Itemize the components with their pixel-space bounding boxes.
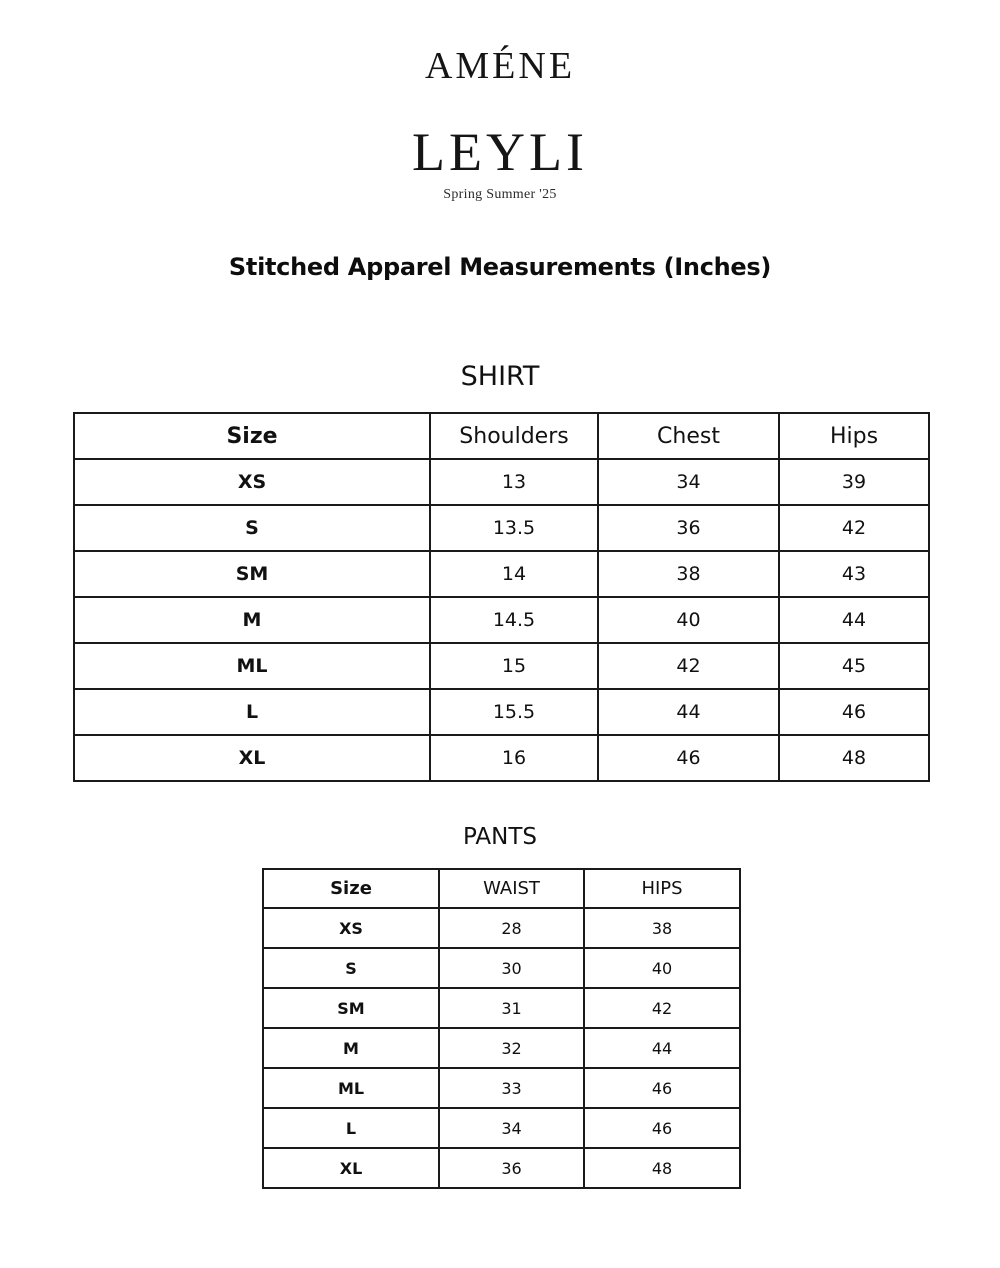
hips-cell: 44 (779, 597, 929, 643)
shoulders-cell: 13 (430, 459, 598, 505)
shoulders-cell: 13.5 (430, 505, 598, 551)
shoulders-cell: 15 (430, 643, 598, 689)
hips-cell: 43 (779, 551, 929, 597)
hips-cell: 48 (779, 735, 929, 781)
table-row (74, 597, 929, 643)
column-header-chest: Chest (598, 413, 779, 459)
hips-cell: 42 (779, 505, 929, 551)
waist-cell: 34 (439, 1108, 584, 1148)
pants-section-title: PANTS (463, 824, 537, 850)
waist-cell: 36 (439, 1148, 584, 1188)
size-cell: XS (74, 459, 430, 505)
season-label: Spring Summer '25 (443, 187, 557, 202)
shoulders-cell: 16 (430, 735, 598, 781)
column-header-waist: WAIST (439, 869, 584, 908)
hips-cell: 46 (584, 1068, 740, 1108)
table-row (263, 908, 740, 948)
waist-cell: 33 (439, 1068, 584, 1108)
size-cell: M (263, 1028, 439, 1068)
size-cell: SM (263, 988, 439, 1028)
column-header-hips: Hips (779, 413, 929, 459)
size-cell: ML (74, 643, 430, 689)
shirt-size-table (73, 412, 930, 782)
table-row (263, 948, 740, 988)
table-header-row (263, 869, 740, 908)
chest-cell: 36 (598, 505, 779, 551)
brand-logo: AMÉNE (424, 45, 576, 87)
table-row (74, 505, 929, 551)
waist-cell: 30 (439, 948, 584, 988)
chest-cell: 38 (598, 551, 779, 597)
size-cell: XL (74, 735, 430, 781)
size-cell: L (74, 689, 430, 735)
size-cell: XS (263, 908, 439, 948)
column-header-size: Size (74, 413, 430, 459)
hips-cell: 39 (779, 459, 929, 505)
table-row (263, 1028, 740, 1068)
column-header-hips: HIPS (584, 869, 740, 908)
table-row (263, 1148, 740, 1188)
hips-cell: 46 (584, 1108, 740, 1148)
table-row (74, 643, 929, 689)
hips-cell: 38 (584, 908, 740, 948)
size-cell: S (74, 505, 430, 551)
chest-cell: 34 (598, 459, 779, 505)
chest-cell: 40 (598, 597, 779, 643)
hips-cell: 40 (584, 948, 740, 988)
chest-cell: 42 (598, 643, 779, 689)
size-cell: SM (74, 551, 430, 597)
size-cell: L (263, 1108, 439, 1148)
shoulders-cell: 14 (430, 551, 598, 597)
hips-cell: 42 (584, 988, 740, 1028)
size-cell: M (74, 597, 430, 643)
waist-cell: 31 (439, 988, 584, 1028)
chest-cell: 46 (598, 735, 779, 781)
column-header-size: Size (263, 869, 439, 908)
hips-cell: 46 (779, 689, 929, 735)
chest-cell: 44 (598, 689, 779, 735)
size-cell: XL (263, 1148, 439, 1188)
table-row (74, 459, 929, 505)
waist-cell: 28 (439, 908, 584, 948)
size-cell: S (263, 948, 439, 988)
table-row (74, 551, 929, 597)
table-row (263, 988, 740, 1028)
hips-cell: 45 (779, 643, 929, 689)
pants-size-table (262, 868, 741, 1189)
table-header-row (74, 413, 929, 459)
hips-cell: 44 (584, 1028, 740, 1068)
hips-cell: 48 (584, 1148, 740, 1188)
column-header-shoulders: Shoulders (430, 413, 598, 459)
table-row (74, 735, 929, 781)
waist-cell: 32 (439, 1028, 584, 1068)
table-row (74, 689, 929, 735)
size-cell: ML (263, 1068, 439, 1108)
shirt-section-title: SHIRT (460, 361, 540, 392)
shoulders-cell: 14.5 (430, 597, 598, 643)
shoulders-cell: 15.5 (430, 689, 598, 735)
table-row (263, 1068, 740, 1108)
collection-logo: LEYLI (412, 122, 588, 182)
page-title: Stitched Apparel Measurements (Inches) (228, 253, 772, 281)
table-row (263, 1108, 740, 1148)
